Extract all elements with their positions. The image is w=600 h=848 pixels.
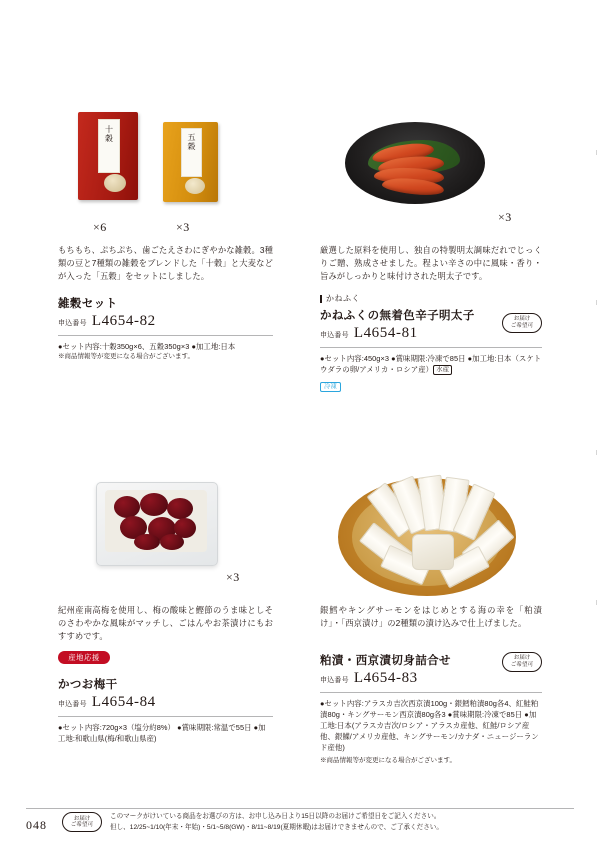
product-spec-text: ●セット内容:450g×3 ●賞味期限:冷凍で85日 ●加工地:日本（スケトウダラの卵/アメリカ・ロシア産） [320, 353, 542, 374]
edge-tick-2: | [596, 300, 598, 306]
product-name: 粕漬・西京漬切身詰合せ [320, 654, 451, 667]
product-image-zakkoku-set [58, 100, 273, 240]
product-name: 雑穀セット [58, 297, 118, 310]
product-card-mentaiko [320, 100, 542, 393]
category-tag-suisan: 水産 [433, 365, 452, 375]
product-name: かつお梅干 [58, 678, 118, 691]
quantity-label-left: ×6 [93, 220, 107, 234]
brand-tag: かねふく [320, 295, 542, 303]
ume-plum-1 [114, 496, 140, 518]
divider [320, 347, 542, 348]
divider [58, 716, 273, 717]
ume-plum-7 [134, 534, 160, 550]
product-card-zakkoku-set [58, 100, 273, 361]
footer-badge-line1: お届け [73, 815, 91, 822]
product-note: ※商品情報等が変更になる場合がございます。 [320, 757, 456, 765]
fillet-pack-center [412, 534, 454, 570]
delivery-date-badge-line1: お届け [513, 316, 531, 323]
ume-plum-3 [167, 498, 193, 519]
quantity-label-right: ×3 [176, 220, 190, 234]
package-gokoku-label-text: 五穀 [187, 133, 196, 151]
product-image-mentaiko [320, 100, 542, 240]
delivery-date-badge [502, 313, 542, 333]
product-code-row [320, 670, 542, 687]
page-number: 048 [26, 818, 47, 832]
edge-tick-4: | [596, 600, 598, 606]
product-image-umeboshi [58, 460, 273, 600]
quantity-label: ×3 [226, 570, 240, 584]
footer-note-line2: 但し、12/25~1/10(年末・年始)・5/1~5/8(GW)・8/11~8/19(夏期休暇)はお届けできませんので、ご了承ください。 [110, 823, 443, 831]
product-code-label: 申込番号 [320, 677, 349, 685]
product-description: 紀州産南高梅を使用し、梅の酸味と鰹節のうま味としそのさわやかな風味がマッチし、ごはんやお茶漬けにもおすすめです。 [58, 605, 273, 641]
product-code: L4654-81 [353, 324, 418, 341]
divider [58, 335, 273, 336]
product-description: もちもち、ぷちぷち、歯ごたえさわにぎやかな雑穀。3種類の豆と7種類の雑穀をブレンドした「十穀」と大麦などが入った「五穀」をセットにしました。 [58, 245, 273, 281]
frozen-tag: 冷凍 [320, 382, 341, 392]
package-juukoku-label [98, 119, 120, 173]
ume-plum-8 [160, 534, 184, 550]
product-name: かねふくの無着色辛子明太子 [320, 309, 475, 322]
footer-note [110, 812, 443, 834]
footer-delivery-badge [62, 812, 102, 832]
product-code-row [58, 313, 273, 330]
product-card-kasuzuke [320, 460, 542, 765]
product-spec: ●セット内容:アラスカ吉次西京漬100g・銀鱈粕漬80g各4、紅鮭粕漬80g・キングサーモン西京漬80g各3 ●賞味期限:冷凍で85日 ●加工地:日本(アラスカ吉次/ロシア・アラスカ産他、紅鮭/ロシア産他、銀鰈/アメリカ産他、キングサーモン/カナダ・ニュージーランド産他) [320, 698, 539, 753]
divider [320, 692, 542, 693]
delivery-date-badge-line1: お届け [513, 655, 531, 662]
delivery-date-badge-line2: ご希望可 [510, 322, 534, 329]
quantity-label: ×3 [498, 210, 512, 224]
product-code: L4654-82 [91, 312, 156, 329]
page-footer [0, 808, 600, 848]
delivery-date-badge-line2: ご希望可 [510, 661, 534, 668]
product-spec: ●セット内容:十穀350g×6、五穀350g×3 ●加工地:日本 [58, 341, 236, 351]
product-code-label: 申込番号 [58, 319, 87, 327]
product-description: 厳選した原料を使用し、独自の特製明太調味だれでじっくりご贈、熟成させました。程よい辛さの中に風味・香り・旨みがしっかりと味付けされた明太子です。 [320, 245, 542, 281]
footer-note-line1: このマークがけいている商品をお選びの方は、お申し込み日より15日以降のお届けご希望日をご記入ください。 [110, 813, 441, 820]
product-code: L4654-83 [353, 669, 418, 686]
product-code-row [58, 694, 273, 711]
product-description: 銀鱈やキングサーモンをはじめとする海の幸を「粕漬け」・「西京漬け」の2種類の漬け込みで仕上げました。 [320, 605, 542, 628]
footer-badge-line2: ご希望可 [70, 822, 94, 828]
package-juukoku [78, 112, 138, 200]
edge-tick-3: | [596, 450, 598, 456]
product-code-label: 申込番号 [58, 700, 87, 708]
product-spec [320, 353, 542, 375]
product-code-label: 申込番号 [320, 331, 349, 339]
grain-illustration-2 [185, 178, 205, 194]
delivery-date-badge [502, 652, 542, 672]
package-gokoku [163, 122, 218, 202]
product-spec: ●セット内容:720g×3（塩分約8%） ●賞味期限:常温で55日 ●加工地:和歌山県(梅/和歌山県産) [58, 722, 266, 743]
package-gokoku-label [181, 128, 202, 177]
product-note: ※商品情報等が変更になる場合がございます。 [58, 352, 194, 360]
ume-plum-2 [140, 493, 168, 516]
product-card-umeboshi [58, 460, 273, 744]
footer-divider [26, 808, 574, 809]
package-juukoku-label-text: 十穀 [104, 125, 114, 143]
grain-illustration-1 [104, 174, 126, 192]
edge-tick-1: | [596, 150, 598, 156]
page-edge-band [588, 0, 600, 848]
origin-support-badge: 産地応援 [58, 651, 110, 664]
product-code: L4654-84 [91, 693, 156, 710]
product-image-kasuzuke [320, 460, 542, 600]
